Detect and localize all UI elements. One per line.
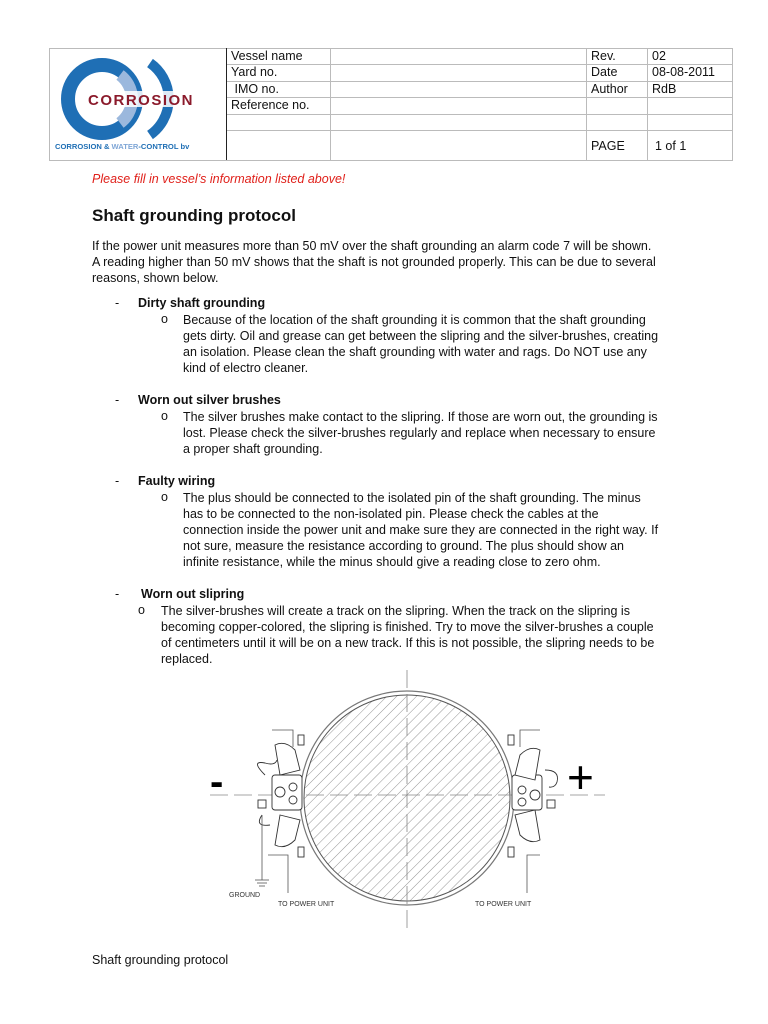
logo-wordmark: CORROSION <box>88 92 195 109</box>
label-imo-no: IMO no. <box>227 81 331 97</box>
section-heading-worn-out-silver-brushes: Worn out silver brushes <box>138 393 281 407</box>
body-line: Because of the location of the shaft grounding it is common that the shaft grounding <box>183 313 646 327</box>
body-line: becoming copper-colored, the slipring is finished. Try to move the silver-brushes a couple <box>161 620 654 634</box>
brush-holder-left <box>258 735 305 857</box>
intro-paragraph <box>92 238 692 286</box>
empty-cell <box>227 114 331 130</box>
section-heading-dirty-shaft-grounding: Dirty shaft grounding <box>138 296 266 310</box>
empty-cell <box>648 114 733 130</box>
section-body <box>183 312 658 376</box>
label-reference-no: Reference no. <box>227 98 331 114</box>
sub-bullet: o <box>161 490 168 504</box>
to-power-unit-right-label: TO POWER UNIT <box>475 901 532 908</box>
label-vessel-name: Vessel name <box>227 49 331 65</box>
field-reference-no[interactable] <box>331 98 587 114</box>
empty-cell <box>587 98 648 114</box>
value-author: RdB <box>648 81 733 97</box>
intro-line: If the power unit measures more than 50 mV over the shaft grounding an alarm code 7 will be shown. <box>92 239 652 253</box>
label-author: Author <box>587 81 648 97</box>
section-heading-worn-out-slipring: Worn out slipring <box>141 587 245 601</box>
label-date: Date <box>587 65 648 81</box>
section-heading-faulty-wiring: Faulty wiring <box>138 474 216 488</box>
to-power-unit-left-label: TO POWER UNIT <box>278 901 335 908</box>
page-footer: Shaft grounding protocol <box>92 953 229 967</box>
list-dash: - <box>115 393 120 407</box>
fill-in-note: Please fill in vessel’s information listed above! <box>92 172 346 186</box>
ground-label: GROUND <box>229 892 261 899</box>
body-line: lost. Please check the silver-brushes regularly and replace when necessary to ensure <box>183 426 656 440</box>
document-title: Shaft grounding protocol <box>92 206 296 225</box>
value-rev: 02 <box>648 49 733 65</box>
list-dash: - <box>115 587 120 601</box>
empty-cell <box>587 114 648 130</box>
empty-cell <box>227 131 331 161</box>
intro-line: A reading higher than 50 mV shows that the shaft is not grounded properly. This can be due to several <box>92 255 656 269</box>
intro-line: reasons, shown below. <box>92 271 219 285</box>
body-line: The silver-brushes will create a track on the slipring. When the track on the slipring is <box>161 604 630 618</box>
body-line: The plus should be connected to the isolated pin of the shaft grounding. The minus <box>183 491 641 505</box>
empty-cell <box>648 98 733 114</box>
body-line: not sure, measure the resistance according to ground. The plus should show an <box>183 539 625 553</box>
label-yard-no: Yard no. <box>227 65 331 81</box>
body-line: The silver brushes make contact to the slipring. If those are worn out, the grounding is <box>183 410 658 424</box>
body-line: a proper shaft grounding. <box>183 442 323 456</box>
document-header-table <box>49 48 733 161</box>
brush-holder-right <box>508 735 558 857</box>
empty-cell <box>331 131 587 161</box>
section-body <box>183 490 658 570</box>
company-logo <box>50 49 227 161</box>
body-line: of centimeters until it will be on a new track. If this is not possible, the slipring needs to be <box>161 636 655 650</box>
section-body <box>183 409 658 457</box>
field-yard-no[interactable] <box>331 65 587 81</box>
field-vessel-name[interactable] <box>331 49 587 65</box>
body-line: replaced. <box>161 652 213 666</box>
body-line: an isolation. Please clean the shaft grounding with water and rags. Do NOT use any <box>183 345 647 359</box>
minus-terminal-label: - <box>210 760 224 804</box>
body-line: gets dirty. Oil and grease can get between the slipring and the silver-brushes, creating <box>183 329 659 343</box>
label-rev: Rev. <box>587 49 648 65</box>
sub-bullet: o <box>161 312 168 326</box>
list-dash: - <box>115 296 120 310</box>
sub-bullet: o <box>138 603 145 617</box>
body-line: connection inside the power unit and make sure they are connected in the right way. If <box>183 523 659 537</box>
sub-bullet: o <box>161 409 168 423</box>
value-page: 1 of 1 <box>648 131 733 161</box>
body-line: infinite resistance, while the minus should give a reading close to zero ohm. <box>183 555 601 569</box>
body-line: has to be connected to the non-isolated pin. Please check the cables at the <box>183 507 599 521</box>
shaft-grounding-diagram <box>200 665 620 935</box>
body-line: kind of electro cleaner. <box>183 361 309 375</box>
plus-terminal-label: + <box>567 751 594 803</box>
value-date: 08-08-2011 <box>648 65 733 81</box>
list-dash: - <box>115 474 120 488</box>
section-body <box>161 603 654 667</box>
empty-cell <box>331 114 587 130</box>
field-imo-no[interactable] <box>331 81 587 97</box>
svg-text:CORROSION & WATER-CONTROL bv: CORROSION & WATER-CONTROL bv <box>55 142 190 151</box>
label-page: PAGE <box>587 131 648 161</box>
